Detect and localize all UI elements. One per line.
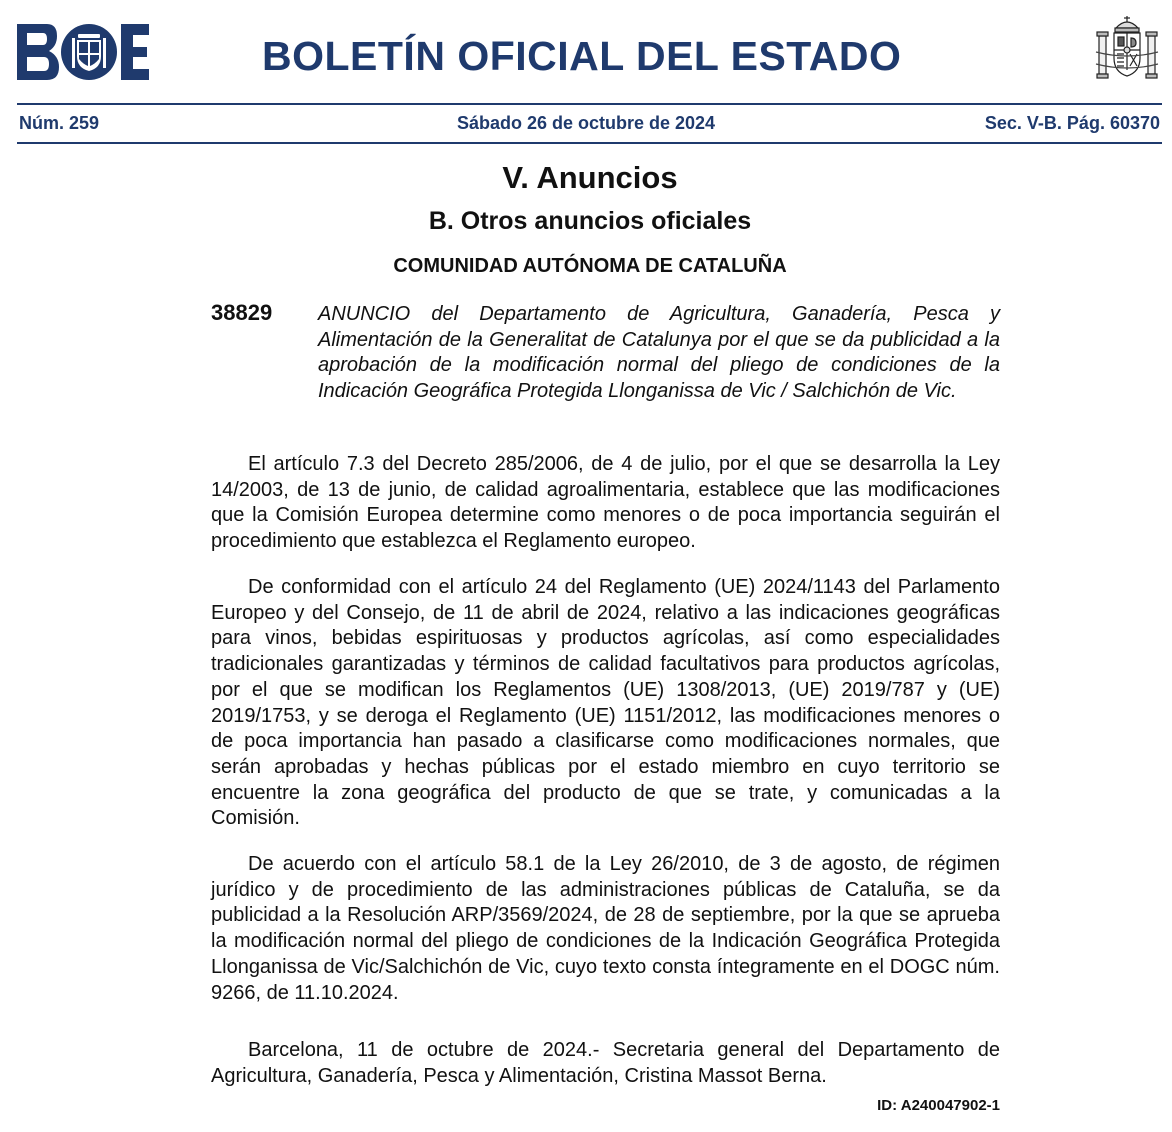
header-rule-bottom	[17, 142, 1162, 144]
issue-date: Sábado 26 de octubre de 2024	[456, 113, 716, 133]
authority-heading: COMUNIDAD AUTÓNOMA DE CATALUÑA	[393, 255, 787, 277]
announcement-title: ANUNCIO del Departamento de Agricultura, Ganadería, Pesca y Alimentación de la Generalitat de Catalunya por el que se da publicidad a la aprobación de la modificación normal del pliego de condiciones de la Indicación Geográfica Protegida Llonganissa de Vic / Salchichón de Vic.	[318, 303, 1000, 403]
issue-number: Núm. 259	[19, 113, 100, 133]
section-subheading: B. Otros anuncios oficiales	[428, 207, 752, 235]
header-rule-top	[17, 103, 1162, 105]
section-heading: V. Anuncios	[502, 160, 678, 195]
section-page: Sec. V-B. Pág. 60370	[984, 113, 1160, 133]
spain-coat-of-arms-icon	[1094, 14, 1160, 84]
body-paragraph: El artículo 7.3 del Decreto 285/2006, de 4 de julio, por el que se desarrolla la Ley 14/2003, de 13 de junio, de calidad agroalimentaria, establece que las modificaciones que la Comisión Europea determine como menores o de poca importancia seguirán el procedimiento que establezca el Reglamento europeo.	[211, 453, 1000, 553]
body-paragraph: De conformidad con el artículo 24 del Reglamento (UE) 2024/1143 del Parlamento Europeo y del Consejo, de 11 de abril de 2024, relativo a las indicaciones geográficas para vinos, bebidas espirituosas y productos agrícolas, así como especialidades tradicionales garantizadas y términos de calidad facultativos para productos agrícolas, por el que se modifican los Reglamentos (UE) 1308/2013, (UE) 2019/787 y (UE) 2019/1753, y se deroga el Reglamento (UE) 1151/2012, las modificaciones menores o de poca importancia han pasado a clasificarse como modificaciones normales, que serán aprobadas y hechas públicas por el estado miembro en cuyo territorio se encuentre la zona geográfica del producto de que se trate, y comunicadas a la Comisión.	[211, 576, 1000, 830]
document-id: ID: A240047902-1	[877, 1097, 1000, 1114]
boe-logo	[17, 24, 149, 80]
announcement-number: 38829	[211, 300, 273, 325]
body-paragraph: De acuerdo con el artículo 58.1 de la Ley 26/2010, de 3 de agosto, de régimen jurídico y de procedimiento de las administraciones públicas de Cataluña, se da publicidad a la Resolución ARP/3569/2024, de 28 de septiembre, por la que se aprueba la modificación normal del pliego de condiciones de la Indicación Geográfica Protegida Llonganissa de Vic/Salchichón de Vic, cuyo texto consta íntegramente en el DOGC núm. 9266, de 11.10.2024.	[211, 853, 1000, 1004]
masthead-title: BOLETÍN OFICIAL DEL ESTADO	[262, 33, 902, 79]
signature-paragraph: Barcelona, 11 de octubre de 2024.- Secretaria general del Departamento de Agricultura, Ganadería, Pesca y Alimentación, Cristina Massot Berna.	[211, 1039, 1000, 1087]
